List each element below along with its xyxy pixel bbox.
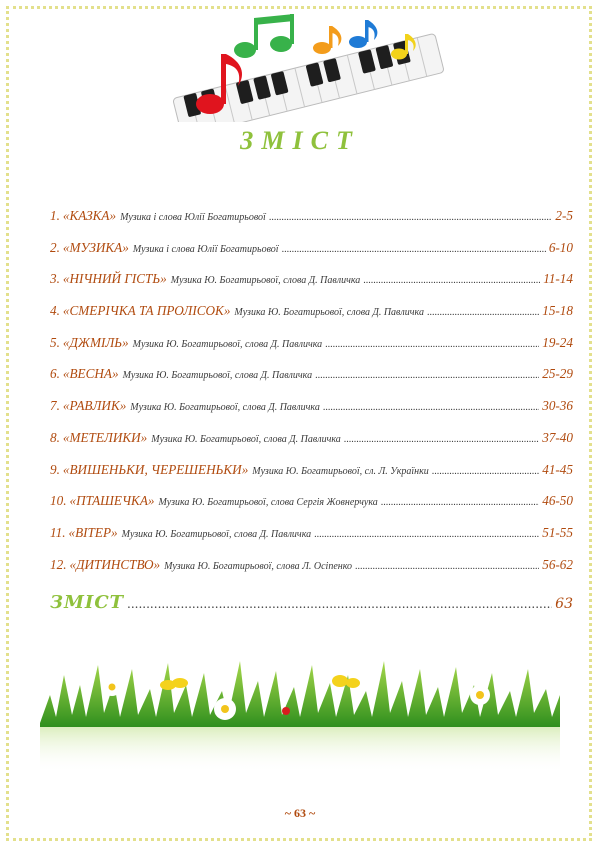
orange-note-icon: [313, 26, 341, 54]
dot-leader: [344, 434, 539, 445]
toc-row[interactable]: [50, 525, 573, 557]
dot-leader: [282, 244, 546, 255]
toc-row[interactable]: [50, 366, 573, 398]
toc-song-title: «ВЕСНА»: [62, 366, 119, 382]
toc-number: 1.: [50, 208, 60, 223]
toc-credit: Музика Ю. Богатирьової, слова Д. Павличка: [234, 307, 424, 319]
toc-row[interactable]: [50, 462, 573, 494]
dot-leader: [325, 339, 539, 350]
page-number: ~ 63 ~: [284, 806, 316, 820]
toc-credit: Музика Ю. Богатирьової, слова Л. Осіпенко: [164, 560, 353, 572]
dot-leader: [127, 597, 552, 611]
toc-credit: Музика Ю. Богатирьової, слова Д. Павличка: [151, 433, 341, 445]
toc-credit: Музика Ю. Богатирьової, слова Д. Павличка: [132, 338, 323, 350]
ladybug-icon: [282, 707, 290, 715]
toc-number: 5.: [50, 334, 60, 350]
toc-credit: Музика і слова Юлії Богатирьової: [120, 212, 266, 223]
toc-song-title: «КАЗКА»: [62, 208, 117, 223]
dot-leader: [355, 561, 539, 572]
toc-song-title: «МУЗИКА»: [62, 239, 129, 255]
dot-leader: [323, 402, 539, 413]
page-title: ЗМІСТ: [240, 126, 360, 155]
toc-credit: Музика Ю. Богатирьової, слова Д. Павличка: [122, 370, 313, 382]
butterfly-icon: [160, 678, 188, 690]
toc-contents-label: ЗМІСТ: [50, 592, 125, 614]
toc-credit: Музика Ю. Богатирьової, слова Д. Павличка: [170, 275, 361, 287]
dot-leader: [269, 212, 553, 223]
dot-leader: [432, 466, 539, 477]
toc-number: 3.: [50, 271, 60, 287]
toc-number: 2.: [50, 239, 60, 255]
toc-number: 7.: [50, 398, 60, 414]
dot-leader: [381, 497, 539, 508]
toc-song-title: «НІЧНИЙ ГІСТЬ»: [62, 271, 167, 287]
toc-song-title: «ДИТИНСТВО»: [69, 556, 161, 572]
toc-credit: Музика Ю. Богатирьової, слова Д. Павличка: [121, 528, 312, 540]
dot-leader: [314, 529, 539, 540]
toc-number: 4.: [50, 303, 60, 319]
toc-number: 6.: [50, 366, 60, 382]
piano-notes-illustration: [150, 12, 450, 122]
toc-credit: Музика і слова Юлії Богатирьової: [132, 243, 279, 255]
grass-flowers-illustration: [40, 655, 560, 775]
toc-number: 8.: [50, 429, 60, 445]
toc-credit: Музика Ю. Богатирьової, слова Сергія Жовнерчука: [158, 497, 378, 509]
toc-song-title: «МЕТЕЛИКИ»: [62, 429, 148, 445]
toc-song-title: «СМЕРІЧКА ТА ПРОЛІСОК»: [62, 303, 231, 319]
dot-leader: [363, 275, 540, 286]
toc-row[interactable]: [50, 271, 573, 303]
toc-pages: 37-40: [542, 429, 573, 445]
toc-pages: 41-45: [542, 461, 573, 477]
daisy-icon: [103, 678, 121, 696]
toc-pages: 6-10: [548, 239, 573, 255]
toc-pages: 25-29: [542, 366, 573, 382]
toc-pages: 30-36: [542, 398, 573, 414]
daisy-icon: [470, 685, 490, 705]
toc-pages: 19-24: [542, 334, 573, 350]
dot-leader: [427, 307, 539, 318]
toc-row[interactable]: [50, 493, 573, 525]
toc-number: 9.: [50, 461, 60, 477]
toc-song-title: «ВИШЕНЬКИ, ЧЕРЕШЕНЬКИ»: [62, 461, 249, 477]
toc-contents-page: 63: [555, 596, 573, 613]
toc-row[interactable]: [50, 398, 573, 430]
toc-pages: 51-55: [542, 524, 573, 540]
toc-song-title: «РАВЛИК»: [62, 398, 127, 414]
toc-pages: 15-18: [542, 303, 573, 319]
toc-pages: 11-14: [543, 271, 573, 287]
toc-number: 11.: [50, 524, 66, 540]
toc-pages: 56-62: [542, 556, 573, 572]
toc-row[interactable]: [50, 303, 573, 335]
toc-row[interactable]: [50, 240, 573, 272]
toc-row[interactable]: [50, 430, 573, 462]
toc-row[interactable]: [50, 208, 573, 240]
toc-row-contents[interactable]: [50, 592, 573, 613]
grass-reflection: [40, 727, 560, 773]
toc-row[interactable]: [50, 557, 573, 589]
green-note-icon: [234, 14, 294, 58]
toc-row[interactable]: [50, 335, 573, 367]
toc-credit: Музика Ю. Богатирьової, слова Д. Павличка: [130, 402, 320, 414]
toc-song-title: «ДЖМІЛЬ»: [62, 334, 129, 350]
table-of-contents: [50, 208, 573, 613]
toc-song-title: «ПТАШЕЧКА»: [69, 493, 155, 509]
daisy-icon: [214, 698, 236, 720]
dot-leader: [315, 370, 539, 381]
toc-song-title: «ВІТЕР»: [68, 524, 118, 540]
toc-pages: 2-5: [555, 208, 573, 223]
toc-number: 10.: [50, 493, 67, 509]
blue-note-icon: [349, 20, 377, 48]
toc-number: 12.: [50, 556, 67, 572]
toc-pages: 46-50: [542, 493, 573, 509]
toc-credit: Музика Ю. Богатирьової, сл. Л. Українки: [252, 465, 429, 477]
